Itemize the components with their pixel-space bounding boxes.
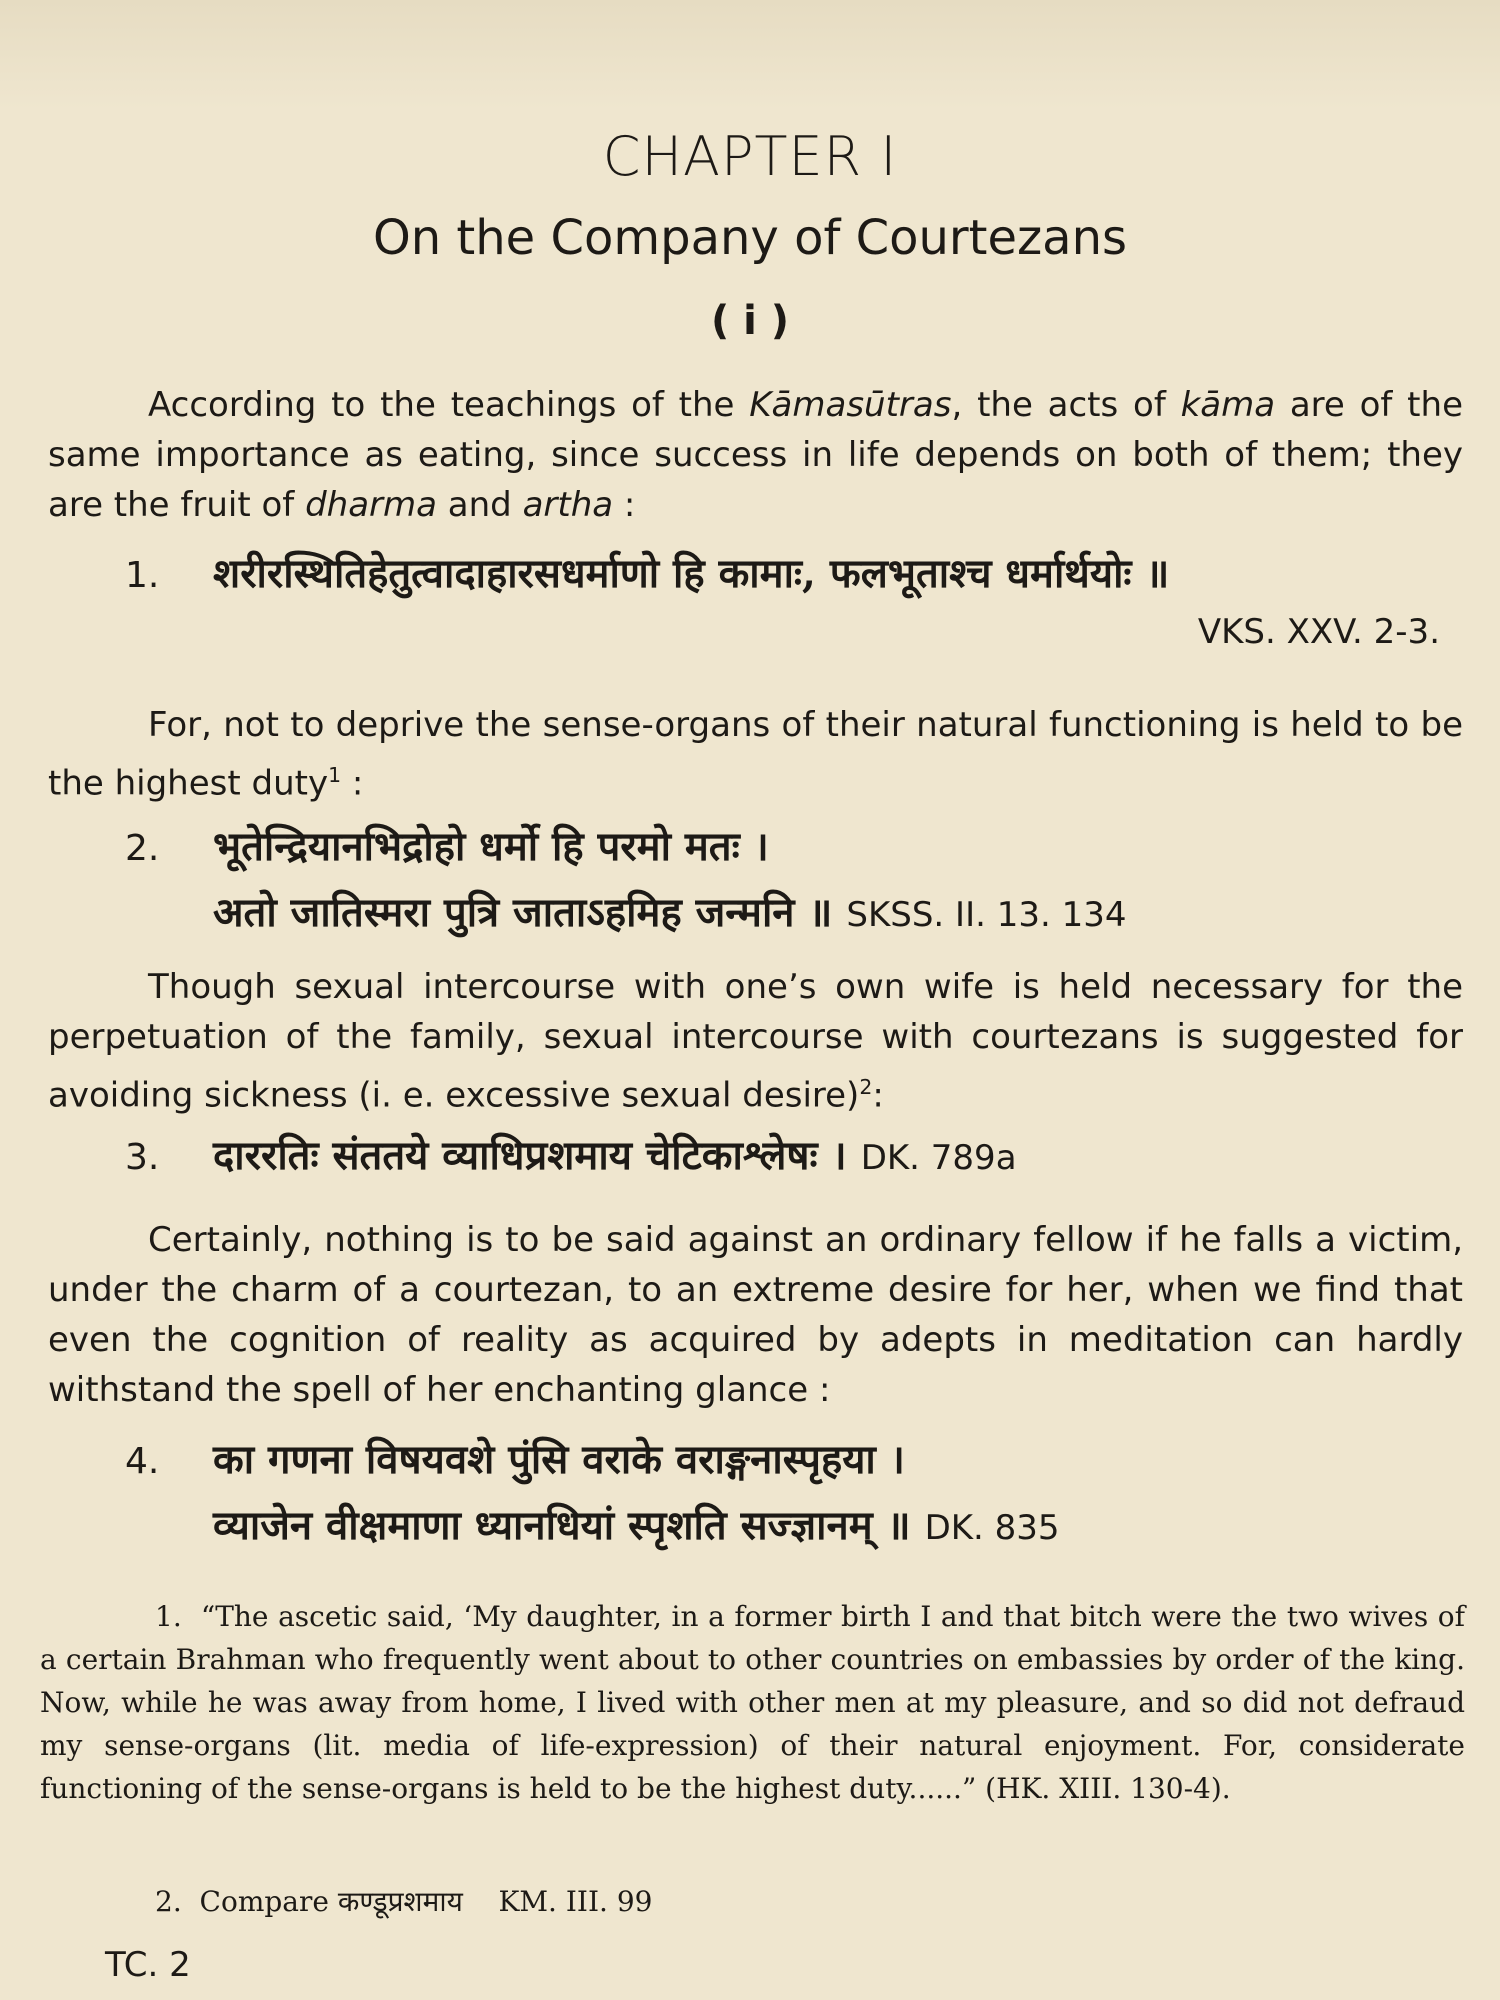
verse-1-sanskrit: शरीरस्थितिहेतुत्वादाहारसधर्माणो हि कामाः, फलभूताश्च धर्मार्थयोः ॥ xyxy=(213,550,1170,597)
verse-4-line-1: का गणना विषयवशे पुंसि वराके वराङ्गनास्पृहया । xyxy=(213,1436,905,1483)
chapter-title: On the Company of Courtezans xyxy=(372,210,1128,266)
verse-4-line-2: व्याजेन वीक्षमाणा ध्यानधियां स्पृशति सज्ज्ञानम् ॥ xyxy=(213,1502,911,1549)
footnote-2-reference: KM. III. 99 xyxy=(498,1885,653,1918)
section-marker: ( i ) xyxy=(710,298,790,344)
verse-1-number: 1. xyxy=(125,555,160,596)
chapter-heading: CHAPTER I xyxy=(602,125,898,188)
footnote-2-sanskrit: कण्डूप्रशमाय xyxy=(337,1885,463,1918)
verse-2-line-2: अतो जातिस्मरा पुत्रि जाताऽहमिह जन्मनि ॥ xyxy=(213,889,833,936)
verse-2-reference: SKSS. II. 13. 134 xyxy=(846,895,1127,935)
para1-italic-kamasutras: Kāmasūtras xyxy=(749,385,952,425)
footnote-marker-1: 1 xyxy=(328,763,342,787)
para1-text-4: and xyxy=(436,485,523,525)
verse-4-reference: DK. 835 xyxy=(924,1508,1060,1548)
signature-mark: TC. 2 xyxy=(105,1945,191,1985)
verse-2 xyxy=(125,815,1425,947)
bleed-through-shadow xyxy=(0,0,1500,110)
paragraph-3 xyxy=(48,962,1463,1120)
verse-2-line-1: भूतेन्द्रियानभिद्रोहो धर्मो हि परमो मतः । xyxy=(213,823,769,870)
paragraph-1 xyxy=(48,380,1463,530)
footnote-2-number: 2. xyxy=(155,1885,182,1918)
paragraph-4 xyxy=(48,1215,1463,1415)
footnote-marker-2: 2 xyxy=(859,1075,873,1099)
para1-italic-dharma: dharma xyxy=(305,485,437,525)
verse-4-number: 4. xyxy=(125,1441,160,1482)
para2-text: For, not to deprive the sense-organs of their natural functioning is held to be the highest duty xyxy=(48,705,1463,804)
verse-3-sanskrit: दाररतिः संततये व्याधिप्रशमाय चेटिकाश्लेषः । xyxy=(213,1132,847,1179)
para1-italic-artha: artha xyxy=(522,485,614,525)
footnote-1-number: 1. xyxy=(155,1600,182,1633)
para1-italic-kama: kāma xyxy=(1180,385,1276,425)
para1-text-2: , the acts of xyxy=(951,385,1181,425)
para4-text: Certainly, nothing is to be said against an ordinary fellow if he falls a victim, under the charm of a courtezan, to an extreme desire for her, when we find that even the cognition of reality as acquired by adepts in meditation can hardly withstand the spell of her enchanting glance : xyxy=(48,1220,1463,1410)
verse-1-reference: VKS. XXV. 2-3. xyxy=(1197,612,1440,652)
footnote-2-label: Compare xyxy=(199,1885,329,1918)
para3-text: Though sexual intercourse with one’s own wife is held necessary for the perpetuation of the family, sexual intercourse with courtezans is suggested for avoiding sickness (i. e. excessive sexual desire) xyxy=(48,967,1463,1116)
verse-2-number: 2. xyxy=(125,828,160,869)
verse-3 xyxy=(125,1124,1425,1190)
para1-text-5: : xyxy=(613,485,636,525)
footnote-2 xyxy=(40,1880,1465,1923)
para2-end: : xyxy=(341,763,364,804)
para3-end: : xyxy=(872,1075,884,1116)
footnote-1 xyxy=(40,1595,1465,1810)
verse-1 xyxy=(125,542,1425,608)
para1-text-3: are of the same importance as eating, since success in life depends on both of them; they are the fruit of xyxy=(48,385,1463,525)
para1-text-1: According to the teachings of the xyxy=(148,385,750,425)
footnote-1-text: “The ascetic said, ‘My daughter, in a former birth I and that bitch were the two wives of a certain Brahman who frequently went about to other countries on embassies by order of the king. Now, while he was away from home, I lived with other men at my pleasure, and so did not defraud my sense-organs (lit. media of life-expression) of their natural enjoyment. For, considerate functioning of the sense-organs is held to be the highest duty......” (HK. XIII. 130-4). xyxy=(40,1600,1465,1805)
verse-3-number: 3. xyxy=(125,1137,160,1178)
verse-4 xyxy=(125,1428,1425,1560)
verse-3-reference: DK. 789a xyxy=(860,1138,1017,1178)
paragraph-2 xyxy=(48,700,1463,808)
